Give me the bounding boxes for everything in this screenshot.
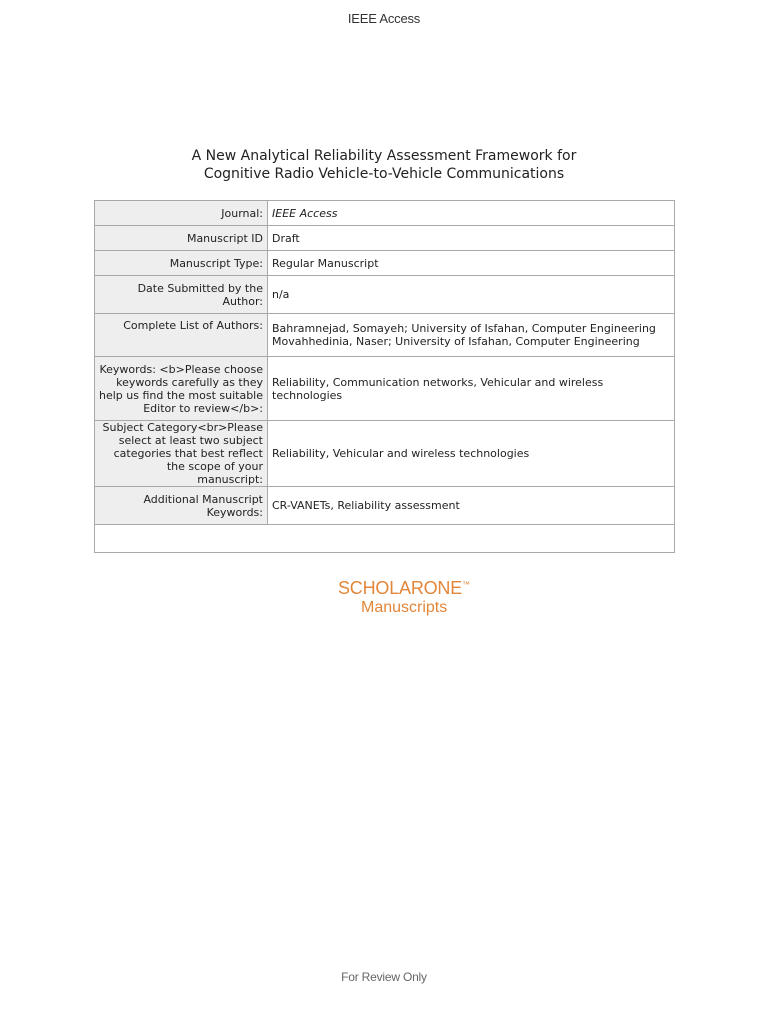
- subject-category-label: Subject Category<br>Please select at least two subject categories that best reflect the scope of your manuscript:: [95, 421, 268, 487]
- keywords-value: Reliability, Communication networks, Vehicular and wireless technologies: [268, 357, 675, 421]
- logo-brand: [338, 578, 470, 598]
- authors-label: Complete List of Authors:: [95, 314, 268, 357]
- table-row: [95, 487, 675, 525]
- manuscript-type-label: Manuscript Type:: [95, 251, 268, 276]
- additional-keywords-label: Additional Manuscript Keywords:: [95, 487, 268, 525]
- journal-value: IEEE Access: [268, 201, 675, 226]
- paper-title-line-2: Cognitive Radio Vehicle-to-Vehicle Communications: [203, 166, 565, 182]
- review-footer: For Review Only: [341, 970, 427, 984]
- logo-trademark: ™: [462, 580, 470, 589]
- paper-title: [84, 147, 684, 183]
- date-submitted-label: Date Submitted by the Author:: [95, 276, 268, 314]
- logo-brand-bold: ONE: [423, 578, 463, 598]
- logo-brand-light: SCHOLAR: [338, 578, 424, 598]
- table-row: [95, 421, 675, 487]
- table-row: [95, 276, 675, 314]
- manuscript-id-value: Draft: [268, 226, 675, 251]
- table-row-empty: [95, 525, 675, 553]
- scholarone-logo: [338, 578, 470, 617]
- paper-title-line-1: A New Analytical Reliability Assessment Framework for: [191, 148, 577, 164]
- logo-product: Manuscripts: [361, 599, 448, 616]
- table-row: [95, 357, 675, 421]
- date-submitted-value: n/a: [268, 276, 675, 314]
- author-entry: Bahramnejad, Somayeh; University of Isfahan, Computer Engineering: [272, 322, 656, 335]
- manuscript-type-value: Regular Manuscript: [268, 251, 675, 276]
- author-entry: Movahhedinia, Naser; University of Isfahan, Computer Engineering: [272, 335, 640, 348]
- additional-keywords-value: CR-VANETs, Reliability assessment: [268, 487, 675, 525]
- table-row: [95, 201, 675, 226]
- table-row: [95, 251, 675, 276]
- table-row: [95, 314, 675, 357]
- empty-cell: [95, 525, 675, 553]
- manuscript-details-table: [94, 200, 675, 553]
- table-row: [95, 226, 675, 251]
- journal-header: IEEE Access: [347, 11, 421, 26]
- authors-value: [268, 314, 675, 357]
- subject-category-value: Reliability, Vehicular and wireless technologies: [268, 421, 675, 487]
- keywords-label: Keywords: <b>Please choose keywords carefully as they help us find the most suitable Editor to review</b>:: [95, 357, 268, 421]
- journal-label: Journal:: [95, 201, 268, 226]
- manuscript-id-label: Manuscript ID: [95, 226, 268, 251]
